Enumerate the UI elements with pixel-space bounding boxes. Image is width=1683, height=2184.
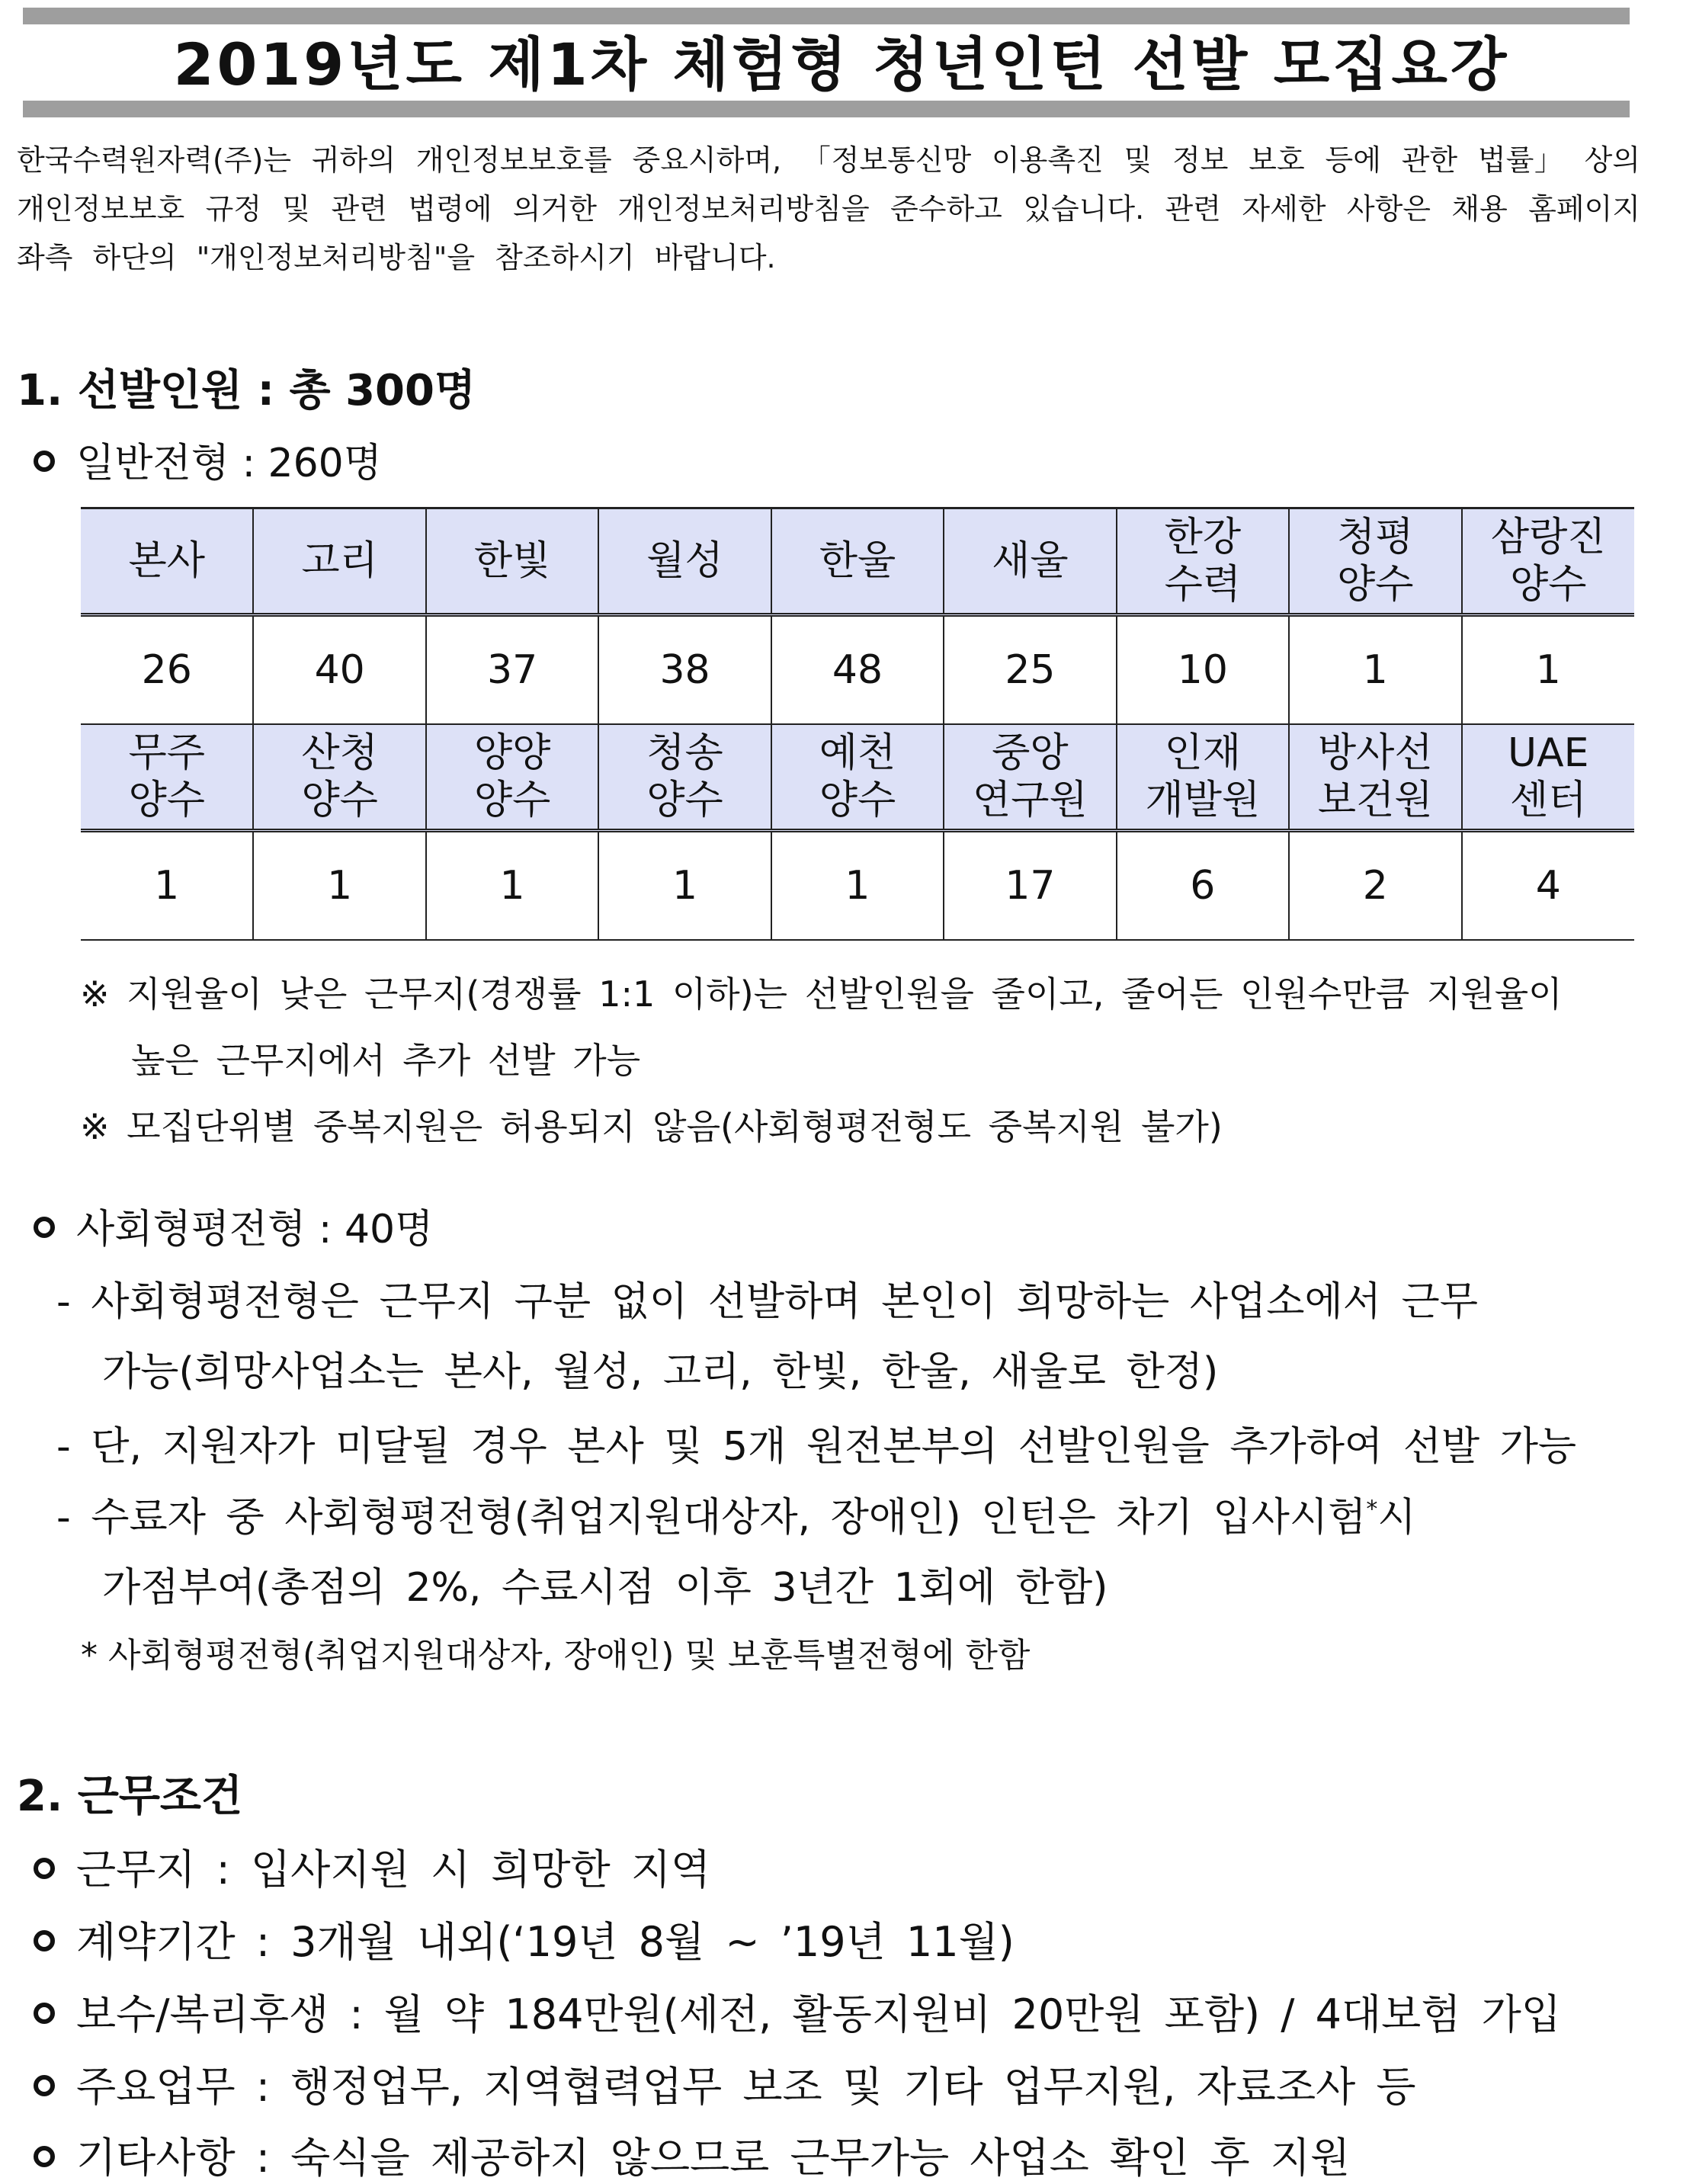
- table-header-cell: 인재 개발원: [1117, 724, 1289, 831]
- social-desc-1-line-2: 가능(희망사업소는 본사, 월성, 고리, 한빛, 한울, 새울로 한정): [102, 1349, 1219, 1395]
- work-condition-item: 계약기간 : 3개월 내외(‘19년 8월 ~ ’19년 11월): [34, 1910, 1015, 1968]
- general-note-1-line-2: 높은 근무지에서 추가 선발 가능: [131, 1040, 641, 1081]
- table-cell: 40: [253, 615, 425, 725]
- table-header-cell: 한강 수력: [1117, 508, 1289, 615]
- table-cell: 1: [1289, 615, 1461, 725]
- title-top-rule: [23, 8, 1630, 24]
- page-title: 2019년도 제1차 체험형 청년인턴 선발 모집요강: [173, 30, 1510, 98]
- table-cell: 48: [771, 615, 944, 725]
- table-cell: 26: [81, 615, 253, 725]
- table-header-cell: 새울: [944, 508, 1116, 615]
- table-cell: 1: [426, 831, 598, 941]
- table-header-cell: 무주 양수: [81, 724, 253, 831]
- general-track-label: 일반전형 : 260명: [76, 441, 382, 486]
- work-condition-item: 주요업무 : 행정업무, 지역협력업무 보조 및 기타 업무지원, 자료조사 등: [34, 2054, 1416, 2113]
- table-cell: 37: [426, 615, 598, 725]
- table-header-cell: 예천 양수: [771, 724, 944, 831]
- staff-allocation-table: [81, 507, 1634, 941]
- social-desc-3-line-1: - 수료자 중 사회형평전형(취업지원대상자, 장애인) 인턴은 차기 입사시험*시: [56, 1495, 1416, 1541]
- table-value-row-1: [81, 615, 1634, 725]
- social-desc-1-line-1: - 사회형평전형은 근무지 구분 없이 선발하며 본인이 희망하는 사업소에서 근무: [56, 1279, 1478, 1325]
- table-header-cell: 고리: [253, 508, 425, 615]
- table-cell: 1: [81, 831, 253, 941]
- table-header-row-2: [81, 724, 1634, 831]
- general-track-bullet: [34, 431, 382, 488]
- title-bottom-rule: [23, 101, 1630, 117]
- table-cell: 38: [598, 615, 771, 725]
- work-condition-item: 근무지 : 입사지원 시 희망한 지역: [34, 1837, 710, 1896]
- circle-bullet-icon: [34, 1858, 55, 1879]
- table-header-cell: 한울: [771, 508, 944, 615]
- table-header-cell: 본사: [81, 508, 253, 615]
- circle-bullet-icon: [34, 1217, 55, 1238]
- table-header-cell: 청송 양수: [598, 724, 771, 831]
- circle-bullet-icon: [34, 2146, 55, 2167]
- table-cell: 1: [1462, 615, 1635, 725]
- table-cell: 1: [771, 831, 944, 941]
- social-footnote: * 사회형평전형(취업지원대상자, 장애인) 및 보훈특별전형에 한함: [81, 1636, 1031, 1675]
- table-header-row-1: [81, 508, 1634, 615]
- table-cell: 1: [598, 831, 771, 941]
- social-desc-3-line-2: 가점부여(총점의 2%, 수료시점 이후 3년간 1회에 한함): [102, 1565, 1108, 1611]
- table-value-row-2: [81, 831, 1634, 941]
- table-header-cell: 월성: [598, 508, 771, 615]
- social-desc-2: - 단, 지원자가 미달될 경우 본사 및 5개 원전본부의 선발인원을 추가하여 선발 가능: [56, 1424, 1577, 1470]
- table-cell: 1: [253, 831, 425, 941]
- section2-heading: 2. 근무조건: [17, 1772, 243, 1821]
- work-condition-item: 기타사항 : 숙식을 제공하지 않으므로 근무가능 사업소 확인 후 지원: [34, 2125, 1350, 2184]
- table-header-cell: UAE 센터: [1462, 724, 1635, 831]
- table-header-cell: 한빛: [426, 508, 598, 615]
- circle-bullet-icon: [34, 451, 55, 472]
- social-track-bullet: [34, 1197, 433, 1254]
- table-header-cell: 양양 양수: [426, 724, 598, 831]
- table-cell: 10: [1117, 615, 1289, 725]
- table-cell: 6: [1117, 831, 1289, 941]
- table-header-cell: 청평 양수: [1289, 508, 1461, 615]
- section1-heading: 1. 선발인원 : 총 300명: [17, 366, 476, 415]
- circle-bullet-icon: [34, 2003, 55, 2024]
- table-header-cell: 산청 양수: [253, 724, 425, 831]
- table-header-cell: 삼랑진 양수: [1462, 508, 1635, 615]
- privacy-intro: 한국수력원자력(주)는 귀하의 개인정보보호를 중요시하며, 「정보통신망 이용촉진 및 정보 보호 등에 관한 법률」 상의 개인정보보호 규정 및 관련 법령에 의거한 개인정보처리방침을 준수하고 있습니다. 관련 자세한 사항은 채용 홈페이지 좌측 하단의 "개인정보처리방침"을 참조하시기 바랍니다.: [17, 143, 1640, 274]
- table-header-cell: 중앙 연구원: [944, 724, 1116, 831]
- social-track-label: 사회형평전형 : 40명: [76, 1207, 434, 1252]
- table-cell: 17: [944, 831, 1116, 941]
- general-note-1-line-1: ※ 지원율이 낮은 근무지(경쟁률 1:1 이하)는 선발인원을 줄이고, 줄어든 인원수만큼 지원율이: [80, 973, 1563, 1015]
- table-header-cell: 방사선 보건원: [1289, 724, 1461, 831]
- work-condition-item: 보수/복리후생 : 월 약 184만원(세전, 활동지원비 20만원 포함) / 4대보험 가입: [34, 1982, 1561, 2041]
- table-cell: 2: [1289, 831, 1461, 941]
- table-cell: 25: [944, 615, 1116, 725]
- circle-bullet-icon: [34, 2075, 55, 2096]
- circle-bullet-icon: [34, 1930, 55, 1951]
- general-note-2: ※ 모집단위별 중복지원은 허용되지 않음(사회형평전형도 중복지원 불가): [80, 1106, 1223, 1147]
- table-cell: 4: [1462, 831, 1635, 941]
